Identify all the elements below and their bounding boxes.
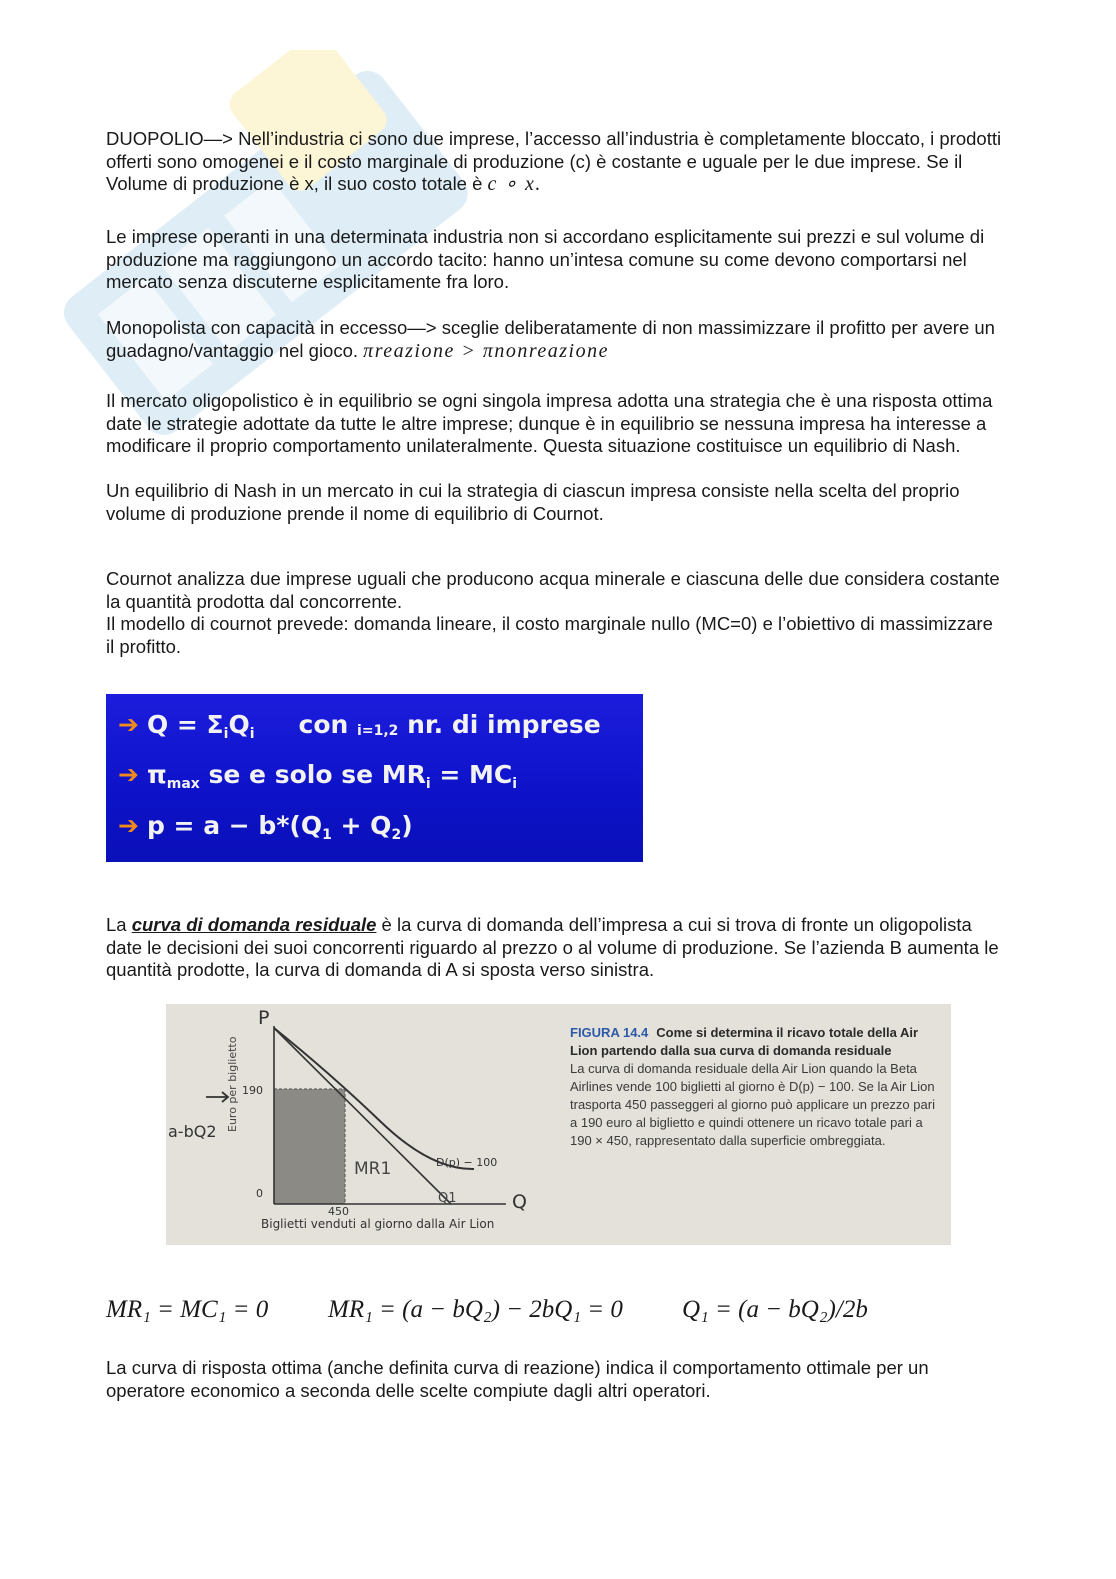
formula-box: [106, 694, 643, 862]
qty-tick: 450: [328, 1205, 349, 1218]
x-axis-label: Biglietti venduti al giorno dalla Air Lion: [261, 1217, 495, 1231]
y-axis-label: Euro per biglietto: [226, 1036, 239, 1132]
arrow-icon: ➔: [118, 760, 139, 789]
term-domanda-residuale: curva di domanda residuale: [131, 914, 377, 935]
paragraph-duopolio: DUOPOLIO—> Nell’industria ci sono due imprese, l’accesso all’industria è completamente bloccato, i prodotti offerti sono omogenei e il costo marginale di produzione (c) è costante e uguale per le due imprese. Se il Volume di produzione è x, il suo costo totale è c ∘ x.: [106, 128, 1002, 195]
math-profit: πreazione > πnonreazione: [363, 339, 609, 362]
hand-q-label: Q: [512, 1191, 527, 1213]
formula-line-1: ➔ $Q = \Sigma_iQ_i$ con i=1,2 nr. di imprese: [118, 710, 601, 742]
hand-p-label: P: [258, 1007, 270, 1029]
arrow-icon: ➔: [118, 811, 139, 840]
equation-3: Q₁ = (a − bQ₂)/2b: [682, 1296, 868, 1323]
residual-demand-graph: [166, 1004, 566, 1245]
paragraph-domanda-residuale: La curva di domanda residuale è la curva di domanda dell’impresa a cui si trova di fronte un oligopolista date le decisioni dei suoi concorrenti riguardo al prezzo o al volume di produzione. Se l’azienda B aumenta le quantità prodotte, la curva di domanda di A si sposta verso sinistra.: [106, 914, 999, 980]
paragraph-cournot-analisi: Cournot analizza due imprese uguali che producono acqua minerale e ciascuna delle due considera costante la quantità prodotta dal concorrente.: [106, 568, 1000, 612]
equation-2: MR₁ = (a − bQ₂) − 2bQ₁ = 0: [328, 1296, 623, 1323]
hand-left-label: a-bQ2: [168, 1122, 217, 1141]
paragraph-cournot-def: Un equilibrio di Nash in un mercato in cui la strategia di ciascun impresa consiste nella scelta del proprio volume di produzione prende il nome di equilibrio di Cournot.: [106, 480, 960, 524]
paragraph-curva-reazione: La curva di risposta ottima (anche definita curva di reazione) indica il comportamento ottimale per un operatore economico a seconda delle scelte compiute dagli altri operatori.: [106, 1357, 929, 1401]
figure-14-4: [166, 1004, 951, 1245]
paragraph-cournot-modello: Il modello di cournot prevede: domanda lineare, il costo marginale nullo (MC=0) e l’obiettivo di massimizzare il profitto.: [106, 613, 993, 657]
origin-label: 0: [256, 1187, 263, 1200]
paragraph-monopolista: Monopolista con capacità in eccesso—> sceglie deliberatamente di non massimizzare il profitto per avere un guadagno/vantaggio nel gioco. πreazione > πnonreazione: [106, 317, 995, 362]
figure-text: La curva di domanda residuale della Air Lion quando la Beta Airlines vende 100 biglietti al giorno è D(p) − 100. Se la Air Lion trasporta 450 passeggeri al giorno può applicare un prezzo pari a 190 euro al biglietto e quindi ottenere un ricavo totale pari a 190 × 450, rappresentato dalla superficie ombreggiata.: [570, 1061, 935, 1148]
hand-q1-label: Q1: [438, 1191, 457, 1206]
math-cost: c ∘ x.: [487, 173, 542, 195]
equations-row: [106, 1296, 1006, 1336]
formula-line-2: ➔ $\pi_{max}$ se e solo se $MR_i = MC_i$: [118, 760, 518, 792]
formula-line-3: ➔ $p = a - b*(Q_1 + Q_2)$: [118, 811, 413, 843]
revenue-area: [274, 1089, 345, 1204]
equation-1: MR₁ = MC₁ = 0: [106, 1296, 269, 1323]
price-tick: 190: [242, 1084, 263, 1097]
figure-title: Come si determina il ricavo totale della Air Lion partendo dalla sua curva di domanda residuale: [570, 1025, 919, 1058]
figure-label: FIGURA 14.4: [570, 1025, 649, 1040]
arrow-icon: ➔: [118, 710, 139, 739]
figure-caption: [570, 1024, 940, 1150]
hand-arrow: [206, 1092, 228, 1102]
hand-mr-label: MR1: [354, 1159, 392, 1179]
paragraph-accordo-tacito: Le imprese operanti in una determinata industria non si accordano esplicitamente sui prezzi e sul volume di produzione ma raggiungono un accordo tacito: hanno un’intesa comune su come devono comportarsi nel mercato senza discuterne esplicitamente fra loro.: [106, 226, 985, 292]
paragraph-equilibrio: Il mercato oligopolistico è in equilibrio se ogni singola impresa adotta una strategia che è una risposta ottima date le strategie adottate da tutte le altre imprese; dunque è in equilibrio se nessuna impresa ha interesse a modificare il proprio comportamento unilateralmente. Questa situazione costituisce un equilibrio di Nash.: [106, 390, 993, 456]
curve-label: D(p) − 100: [436, 1156, 498, 1169]
